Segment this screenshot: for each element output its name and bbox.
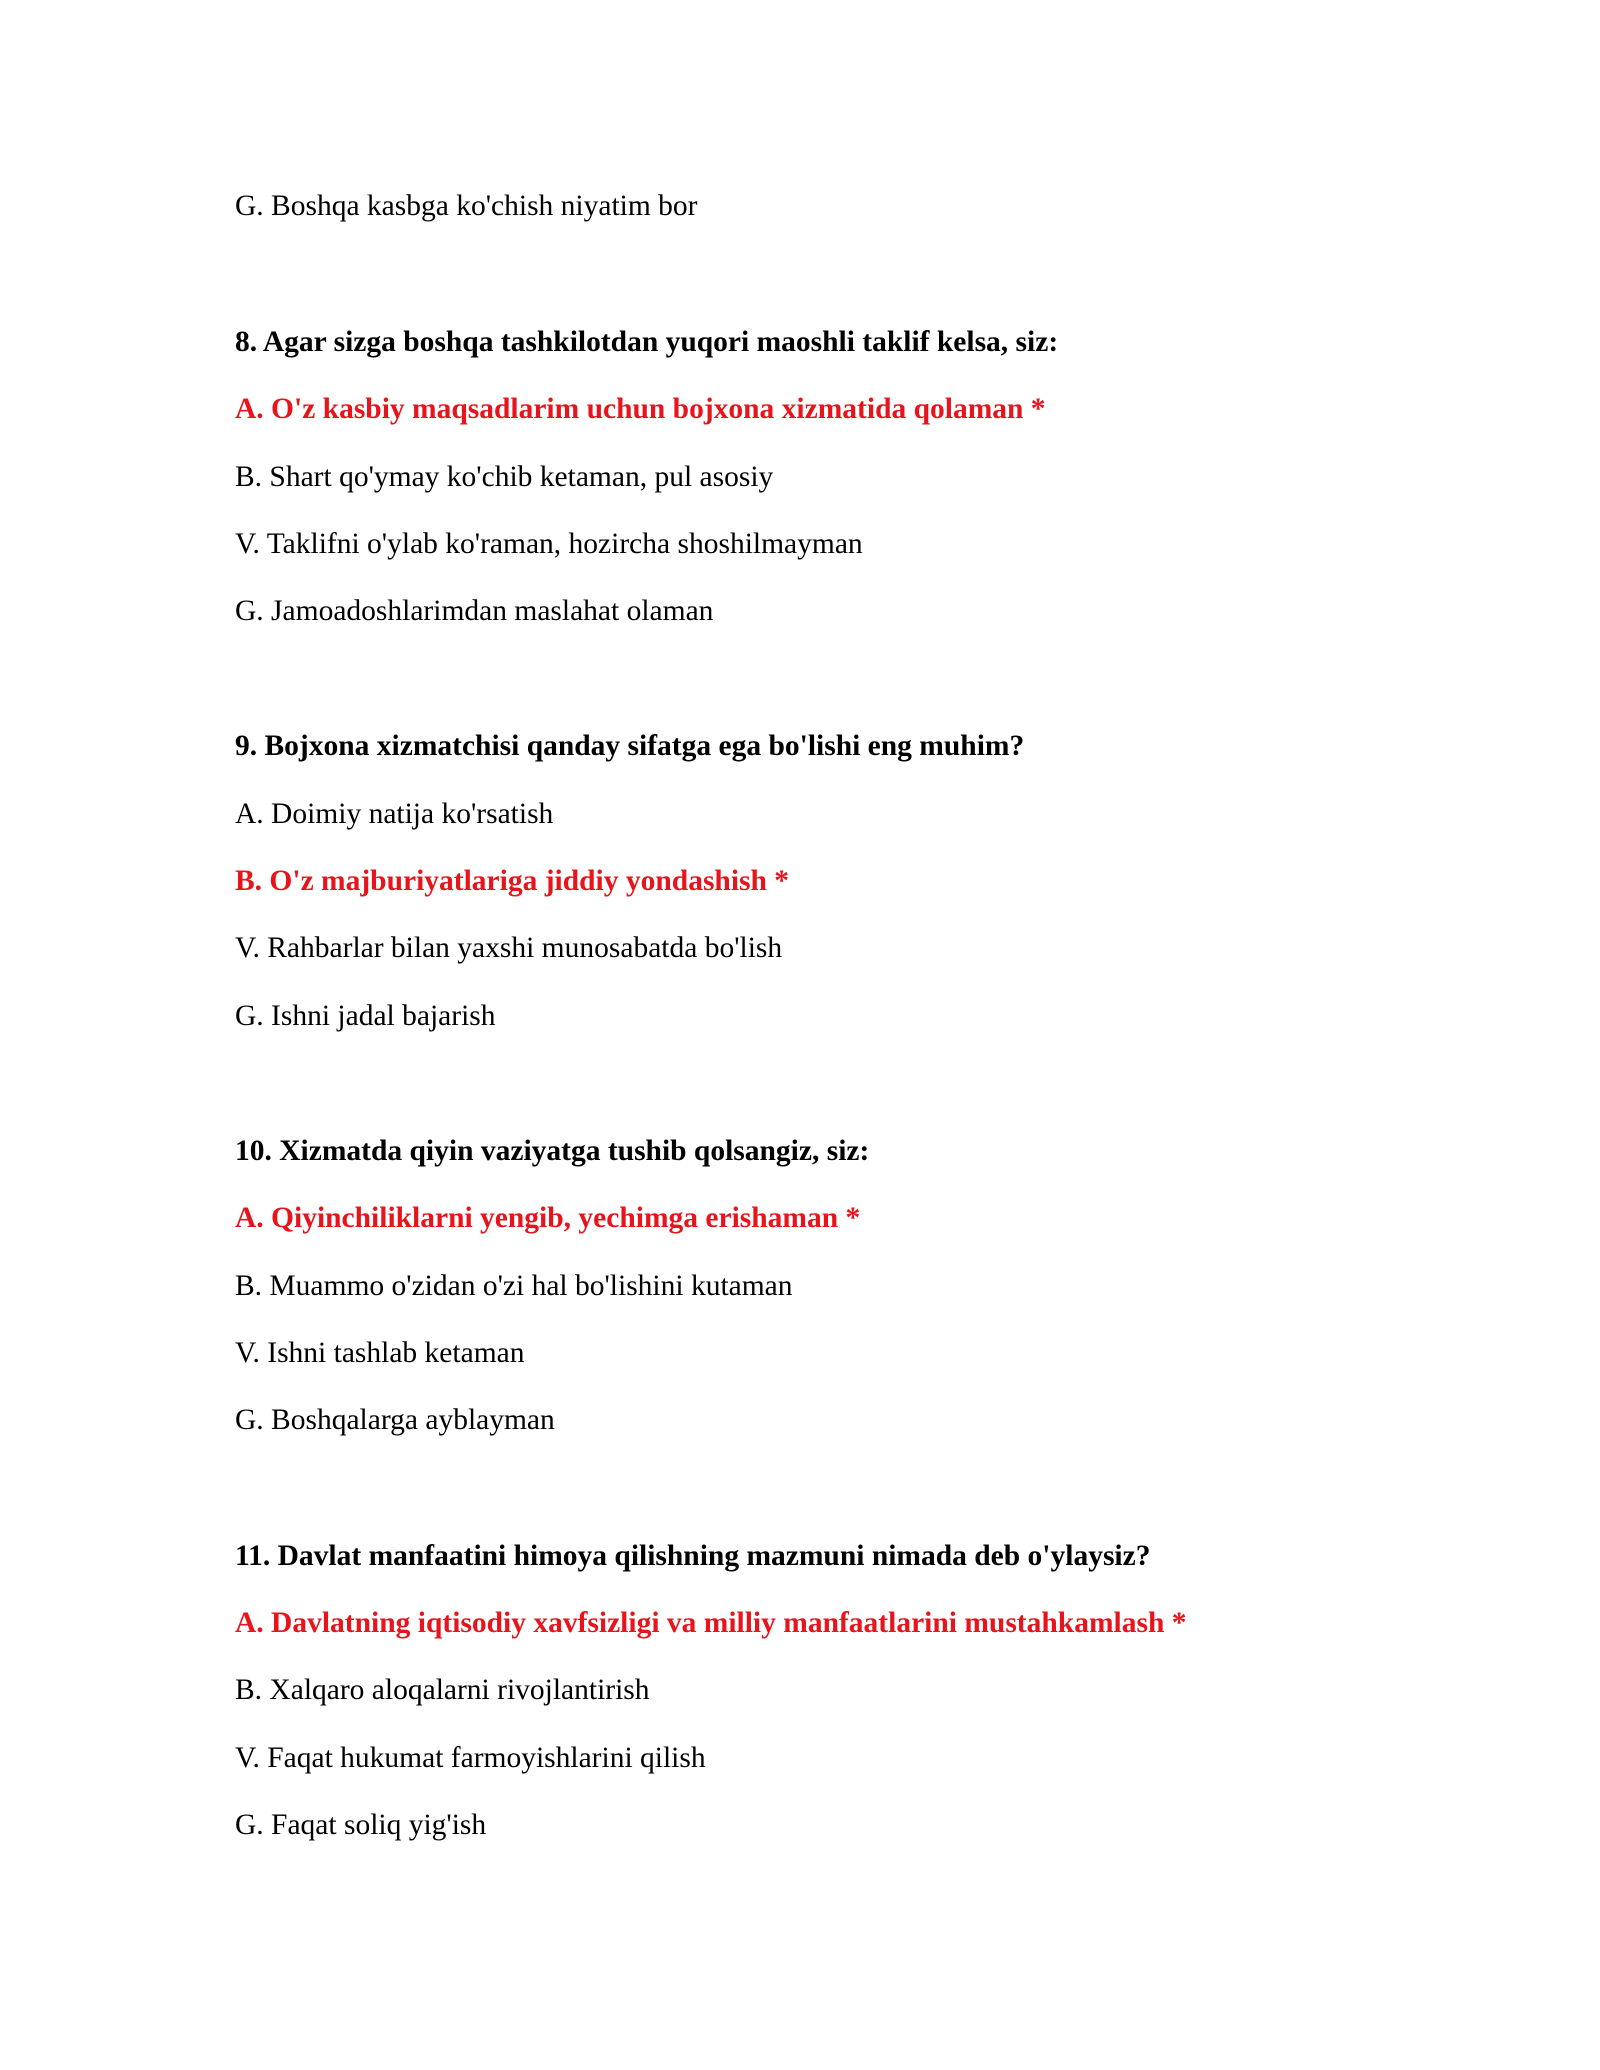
option-11-v: V. Faqat hukumat farmoyishlarini qilish bbox=[235, 1742, 706, 1774]
option-8-b: B. Shart qo'ymay ko'chib ketaman, pul asosiy bbox=[235, 461, 774, 493]
option-10-g: G. Boshqalarga ayblayman bbox=[235, 1404, 555, 1436]
option-11-a-correct: A. Davlatning iqtisodiy xavfsizligi va milliy manfaatlarini mustahkamlash * bbox=[235, 1607, 1187, 1639]
option-8-v: V. Taklifni o'ylab ko'raman, hozircha shoshilmayman bbox=[235, 528, 863, 560]
option-10-a-correct: A. Qiyinchiliklarni yengib, yechimga erishaman * bbox=[235, 1202, 861, 1234]
option-7-g: G. Boshqa kasbga ko'chish niyatim bor bbox=[235, 190, 698, 222]
option-8-a-correct: A. O'z kasbiy maqsadlarim uchun bojxona xizmatida qolaman * bbox=[235, 393, 1046, 425]
option-9-g: G. Ishni jadal bajarish bbox=[235, 1000, 496, 1032]
question-8: 8. Agar sizga boshqa tashkilotdan yuqori maoshli taklif kelsa, siz: bbox=[235, 326, 1059, 358]
option-11-b: B. Xalqaro aloqalarni rivojlantirish bbox=[235, 1674, 650, 1706]
option-10-v: V. Ishni tashlab ketaman bbox=[235, 1337, 525, 1369]
question-11: 11. Davlat manfaatini himoya qilishning mazmuni nimada deb o'ylaysiz? bbox=[235, 1540, 1151, 1572]
option-11-g: G. Faqat soliq yig'ish bbox=[235, 1809, 487, 1841]
option-9-b-correct: B. O'z majburiyatlariga jiddiy yondashish * bbox=[235, 865, 790, 897]
option-10-b: B. Muammo o'zidan o'zi hal bo'lishini kutaman bbox=[235, 1270, 793, 1302]
option-9-v: V. Rahbarlar bilan yaxshi munosabatda bo'lish bbox=[235, 932, 783, 964]
question-10: 10. Xizmatda qiyin vaziyatga tushib qolsangiz, siz: bbox=[235, 1135, 870, 1167]
option-9-a: A. Doimiy natija ko'rsatish bbox=[235, 798, 554, 830]
option-8-g: G. Jamoadoshlarimdan maslahat olaman bbox=[235, 595, 714, 627]
question-9: 9. Bojxona xizmatchisi qanday sifatga ega bo'lishi eng muhim? bbox=[235, 730, 1025, 762]
